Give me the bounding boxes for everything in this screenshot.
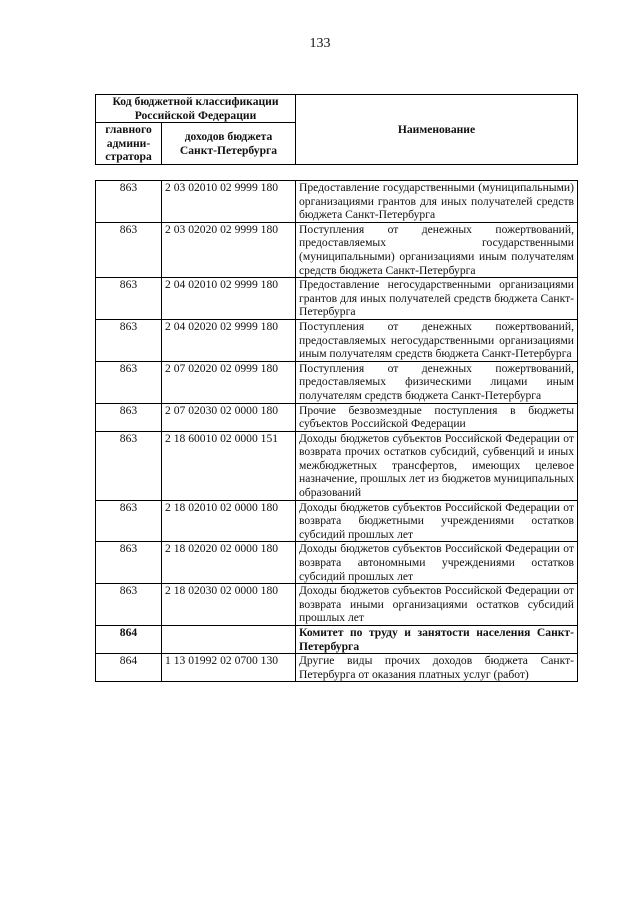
table-row — [96, 361, 578, 403]
income-name-cell: Доходы бюджетов субъектов Российской Федерации от возврата иными организациями остатков субсидий прошлых лет — [296, 584, 578, 626]
admin-code-cell: 863 — [96, 278, 162, 320]
table-row — [96, 431, 578, 500]
income-name-cell: Доходы бюджетов субъектов Российской Федерации от возврата автономными учреждениями остатков субсидий прошлых лет — [296, 542, 578, 584]
budget-codes-table — [95, 180, 578, 682]
income-name-cell: Поступления от денежных пожертвований, предоставляемых физическими лицами иным получателям средств бюджета Санкт-Петербурга — [296, 361, 578, 403]
income-name-cell: Другие виды прочих доходов бюджета Санкт-Петербурга от оказания платных услуг (работ) — [296, 654, 578, 682]
table-row — [96, 278, 578, 320]
admin-code-cell: 863 — [96, 319, 162, 361]
income-column-header: доходов бюджета Санкт-Петербурга — [162, 123, 296, 165]
income-code-cell: 2 07 02020 02 0999 180 — [162, 361, 296, 403]
income-code-cell: 2 04 02010 02 9999 180 — [162, 278, 296, 320]
income-code-cell: 2 18 02030 02 0000 180 — [162, 584, 296, 626]
income-name-cell: Комитет по труду и занятости населения Санкт-Петербурга — [296, 626, 578, 654]
income-code-cell: 2 18 02010 02 0000 180 — [162, 500, 296, 542]
income-code-cell: 2 04 02020 02 9999 180 — [162, 319, 296, 361]
table-row — [96, 542, 578, 584]
income-code-cell: 2 07 02030 02 0000 180 — [162, 403, 296, 431]
table-row — [96, 403, 578, 431]
table-row — [96, 500, 578, 542]
table-row — [96, 584, 578, 626]
admin-code-cell: 863 — [96, 361, 162, 403]
admin-code-cell: 864 — [96, 626, 162, 654]
table-row — [96, 654, 578, 682]
income-code-cell: 2 18 60010 02 0000 151 — [162, 431, 296, 500]
admin-code-cell: 863 — [96, 181, 162, 223]
budget-classification-code-header: Код бюджетной классификации Российской Федерации — [96, 95, 296, 123]
admin-code-cell: 863 — [96, 222, 162, 277]
table-row — [96, 626, 578, 654]
admin-code-cell: 863 — [96, 584, 162, 626]
income-name-cell: Поступления от денежных пожертвований, предоставляемых негосударственными организациями иным получателям средств бюджета Санкт-Петербурга — [296, 319, 578, 361]
income-name-cell: Прочие безвозмездные поступления в бюджеты субъектов Российской Федерации — [296, 403, 578, 431]
admin-column-header: главного админи- стратора — [96, 123, 162, 165]
admin-code-cell: 863 — [96, 431, 162, 500]
admin-code-cell: 863 — [96, 500, 162, 542]
table-row — [96, 181, 578, 223]
admin-code-cell: 863 — [96, 542, 162, 584]
income-code-cell: 1 13 01992 02 0700 130 — [162, 654, 296, 682]
income-name-cell: Предоставление государственными (муниципальными) организациями грантов для иных получателей средств бюджета Санкт-Петербурга — [296, 181, 578, 223]
income-code-cell: 2 18 02020 02 0000 180 — [162, 542, 296, 584]
table-row — [96, 319, 578, 361]
income-name-cell: Предоставление негосударственными организациями грантов для иных получателей средств бюджета Санкт-Петербурга — [296, 278, 578, 320]
income-code-cell: 2 03 02010 02 9999 180 — [162, 181, 296, 223]
table-header — [95, 94, 578, 165]
income-code-cell — [162, 626, 296, 654]
name-column-header: Наименование — [296, 95, 578, 165]
admin-code-cell: 863 — [96, 403, 162, 431]
income-name-cell: Доходы бюджетов субъектов Российской Федерации от возврата бюджетными учреждениями остатков субсидий прошлых лет — [296, 500, 578, 542]
income-code-cell: 2 03 02020 02 9999 180 — [162, 222, 296, 277]
income-name-cell: Поступления от денежных пожертвований, предоставляемых государственными (муниципальными) организациями иным получателям средств бюджета Санкт-Петербурга — [296, 222, 578, 277]
page-number: 133 — [309, 36, 331, 51]
income-name-cell: Доходы бюджетов субъектов Российской Федерации от возврата прочих остатков субсидий, субвенций и иных межбюджетных трансфертов, имеющих целевое назначение, прошлых лет из бюджетов муниципальных образований — [296, 431, 578, 500]
admin-code-cell: 864 — [96, 654, 162, 682]
table-row — [96, 222, 578, 277]
